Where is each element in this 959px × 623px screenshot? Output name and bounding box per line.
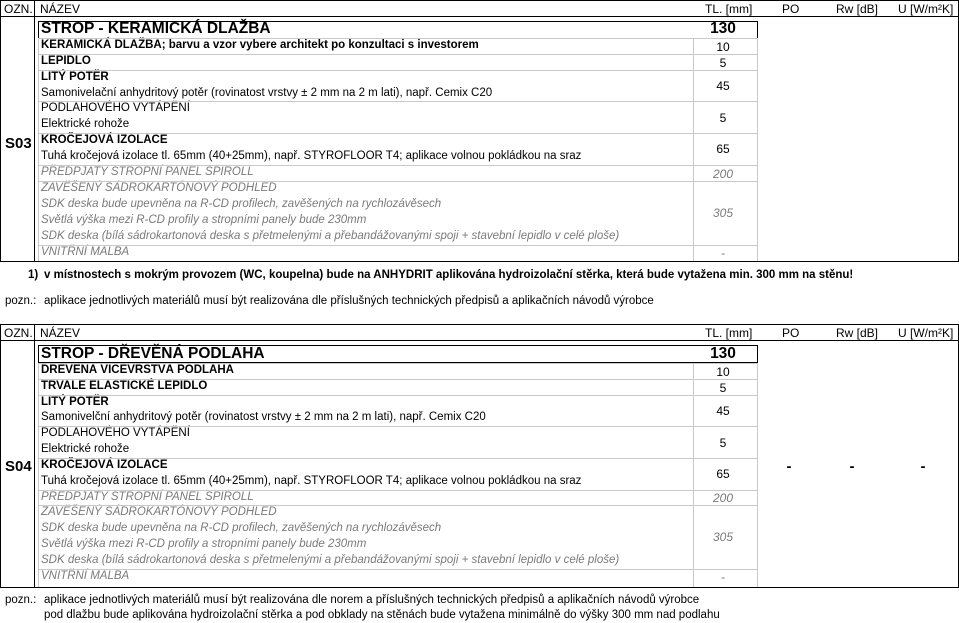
s03-row-4: PODLAHOVÉHO VYTÁPĚNÍ <box>41 102 190 114</box>
s04-value-3: 5 <box>719 436 727 450</box>
header2-po: PO <box>782 326 800 340</box>
s03-value-5: 200 <box>712 167 734 181</box>
s04-row-5: Elektrické rohože <box>41 443 130 455</box>
s03-value-2: 45 <box>716 79 730 93</box>
s03-value-3: 5 <box>719 111 727 125</box>
s03-value-6: 305 <box>712 206 734 220</box>
pozn2-line1: aplikace jednotlivých materiálů musí být realizována dle norem a příslušných technických předpisů a aplikačních návodů výrobce <box>44 594 700 606</box>
s04-row-11: Světlá výška mezi R-CD profily a stropními panely bude 230mm <box>41 538 367 550</box>
s03-value-7: - <box>721 246 725 260</box>
s04-row-0: DŘEVĚNÁ VÍCEVRSTVÁ PODLAHA <box>41 364 234 376</box>
header2-nazev: NÁZEV <box>40 326 81 340</box>
s03-row-12: SDK deska (bílá sádrokartonová deska s přetmelenými a přebandážovanými spoji + stavební lepidlo v celé ploše) <box>41 230 620 242</box>
s04-row-9: ZAVĚŠENÝ SÁDROKARTÓNOVÝ PODHLED <box>41 506 277 518</box>
s04-row-8: PŘEDPJATY STROPNÍ PANEL SPIROLL <box>41 491 254 503</box>
s03-value-1: 5 <box>719 56 727 70</box>
pozn1-text: aplikace jednotlivých materiálů musí být realizována dle příslušných technických předpisů a aplikačních návodů výrobce <box>44 295 654 307</box>
s04-title: STROP - DŘEVĚNÁ PODLAHA <box>41 345 265 362</box>
s04-value-5: 200 <box>712 491 734 505</box>
s04-row-10: SDK deska bude upevněna na R-CD profilech, zavěšených na rychlozávěsech <box>41 522 442 534</box>
s03-row-8: PŘEDPJATY STROPNÍ PANEL SPIROLL <box>41 166 254 178</box>
note1-number: 1) <box>28 269 39 281</box>
s03-row-10: SDK deska bude upevněna na R-CD profilech, zavěšených na rychlozávěsech <box>41 198 442 210</box>
s04-value-0: 10 <box>716 365 730 379</box>
s03-row-1: LEPIDLO <box>41 55 91 67</box>
note1-text: v místnostech s mokrým provozem (WC, koupelna) bude na ANHYDRIT aplikována hydroizolační stěrka, která bude vytažena min. 300 mm na stěnu! <box>44 269 854 281</box>
pozn2-label: pozn.: <box>5 594 37 606</box>
s03-row-9: ZAVĚŠENÝ SÁDROKARTÓNOVÝ PODHLED <box>41 182 277 194</box>
header-u: U [W/m²K] <box>898 2 954 16</box>
s04-row-7: Tuhá kročejová izolace tl. 65mm (40+25mm), např. STYROFLOOR T4; aplikace volnou pokládkou na sraz <box>41 475 582 487</box>
s04-rw: - <box>849 458 855 475</box>
s04-po: - <box>786 458 792 475</box>
header-rw: Rw [dB] <box>836 2 879 16</box>
s04-total: 130 <box>710 345 736 362</box>
s04-row-12: SDK deska (bílá sádrokartonová deska s přetmelenými a přebandážovanými spoji + stavební lepidlo v celé ploše) <box>41 554 620 566</box>
s03-row-7: Tuhá kročejová izolace tl. 65mm (40+25mm), např. STYROFLOOR T4; aplikace volnou pokládkou na sraz <box>41 150 582 162</box>
header2-ozn: OZN. <box>4 326 33 340</box>
s04-value-6: 305 <box>712 530 734 544</box>
s04-value-4: 65 <box>716 467 730 481</box>
s03-row-11: Světlá výška mezi R-CD profily a stropními panely bude 230mm <box>41 214 367 226</box>
header-po: PO <box>782 2 800 16</box>
header2-tl: TL. [mm] <box>705 326 753 340</box>
s04-row-3: Samonivelční anhydritový potěr (rovinatost vrstvy ± 2 mm na 2 m lati), např. Cemix C20 <box>41 411 486 423</box>
s04-row-13: VNITŘNÍ MALBA <box>41 570 130 582</box>
s04-row-1: TRVALE ELASTICKÉ LEPIDLO <box>41 380 208 392</box>
s04-value-7: - <box>721 570 725 584</box>
header2-rw: Rw [dB] <box>836 326 879 340</box>
header-tl: TL. [mm] <box>705 2 753 16</box>
s03-total: 130 <box>710 20 736 37</box>
s03-value-4: 65 <box>716 142 730 156</box>
header-nazev: NÁZEV <box>40 2 81 16</box>
s04-value-2: 45 <box>716 404 730 418</box>
s04-value-1: 5 <box>719 381 727 395</box>
header2-u: U [W/m²K] <box>898 326 954 340</box>
s04-u: - <box>920 458 926 475</box>
s04-code: S04 <box>5 458 32 475</box>
s03-code: S03 <box>5 135 32 152</box>
s03-row-3: Samonivelační anhydritový potěr (rovinatost vrstvy ± 2 mm na 2 m lati), např. Cemix C20 <box>41 87 493 99</box>
pozn2-line2: pod dlažbu bude aplikována hydroizolační stěrka a pod obklady na stěnách bude vytažena minimálně do výšky 300 mm nad podlahu <box>44 609 720 621</box>
s03-row-6: KROČEJOVÁ IZOLACE <box>41 134 168 146</box>
pozn1-label: pozn.: <box>5 295 37 307</box>
s03-row-13: VNITŘNÍ MALBA <box>41 246 130 258</box>
s03-value-0: 10 <box>716 40 730 54</box>
s03-row-2: LITÝ POTĚR <box>41 71 109 83</box>
s04-row-4: PODLAHOVÉHO VYTÁPĚNÍ <box>41 427 190 439</box>
s03-title: STROP - KERAMICKÁ DLAŽBA <box>41 20 271 37</box>
s03-row-0: KERAMICKÁ DLAŽBA; barvu a vzor vybere architekt po konzultaci s investorem <box>41 39 479 51</box>
header-ozn: OZN. <box>4 2 33 16</box>
s03-row-5: Elektrické rohože <box>41 118 130 130</box>
s04-row-2: LITÝ POTĚR <box>41 396 109 408</box>
s04-row-6: KROČEJOVÁ IZOLACE <box>41 459 168 471</box>
